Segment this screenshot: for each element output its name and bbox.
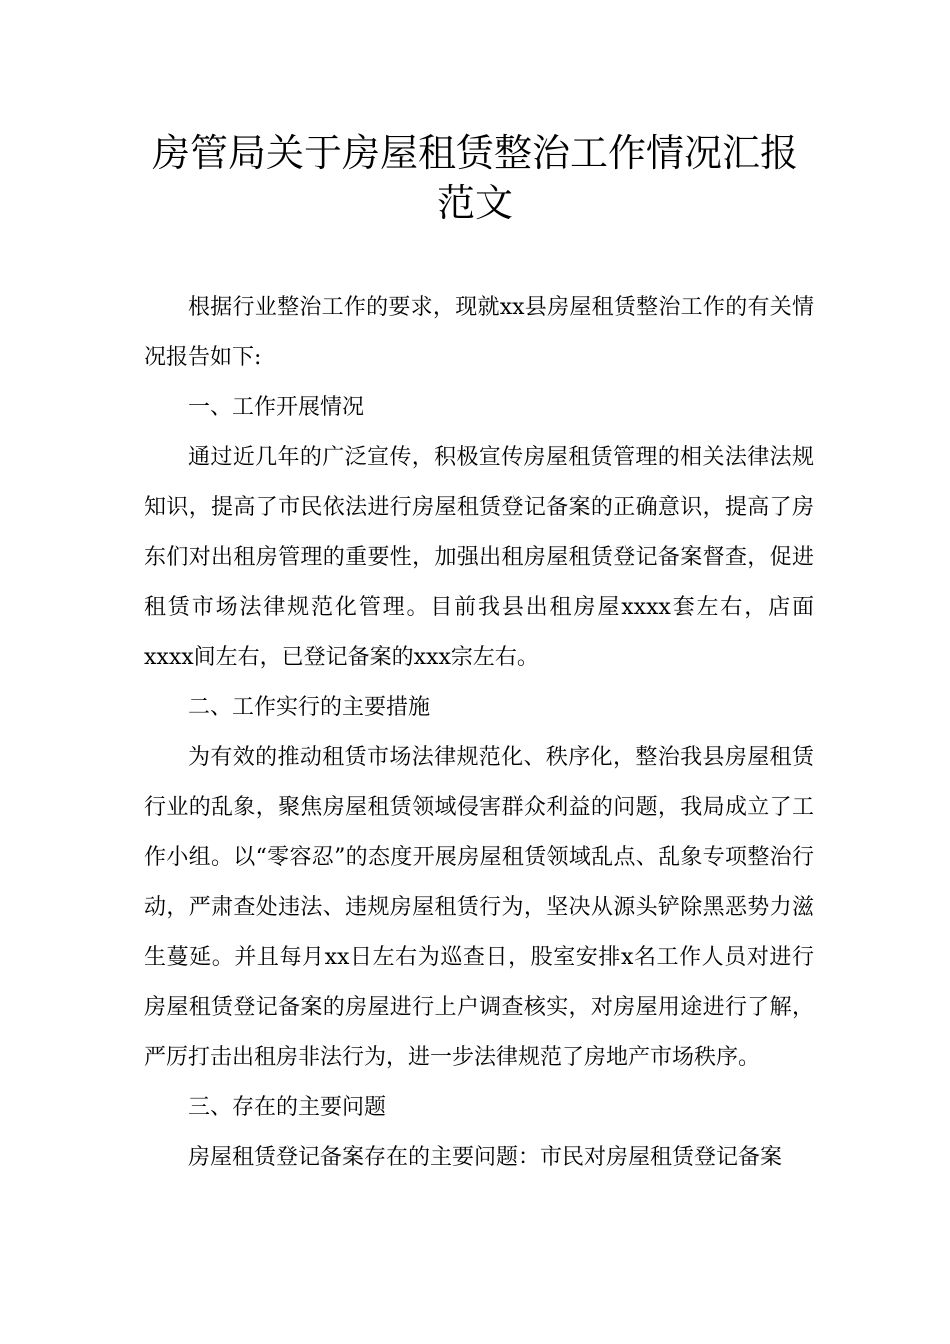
paragraph-intro: 根据行业整治工作的要求，现就xx县房屋租赁整治工作的有关情况报告如下: — [144, 295, 814, 370]
title-line-2: 范文 — [436, 181, 513, 225]
paragraph-section-3: 房屋租赁登记备案存在的主要问题：市民对房屋租赁登记备案 — [188, 1145, 783, 1170]
section-heading-2: 二、工作实行的主要措施 — [188, 695, 431, 720]
section-heading-1: 一、工作开展情况 — [188, 395, 365, 420]
document-title — [130, 128, 820, 228]
paragraph-section-1: 通过近几年的广泛宣传，积极宣传房屋租赁管理的相关法律法规知识，提高了市民依法进行房屋租赁登记备案的正确意识，提高了房东们对出租房管理的重要性，加强出租房屋租赁登记备案督查，促进租赁市场法律规范化管理。目前我县出租房屋xxxx套左右，店面xxxx间左右，已登记备案的xxx宗左右。 — [144, 445, 814, 670]
document-body — [144, 283, 814, 1183]
section-heading-3: 三、存在的主要问题 — [188, 1095, 387, 1120]
paragraph-section-2: 为有效的推动租赁市场法律规范化、秩序化，整治我县房屋租赁行业的乱象，聚焦房屋租赁领域侵害群众利益的问题，我局成立了工作小组。以“零容忍”的态度开展房屋租赁领域乱点、乱象专项整治行动，严肃查处违法、违规房屋租赁行为，坚决从源头铲除黑恶势力滋生蔓延。并且每月xx日左右为巡查日，股室安排x名工作人员对进行房屋租赁登记备案的房屋进行上户调查核实，对房屋用途进行了解，严厉打击出租房非法行为，进一步法律规范了房地产市场秩序。 — [144, 745, 814, 1070]
title-line-1: 房管局关于房屋租赁整治工作情况汇报 — [151, 131, 798, 175]
